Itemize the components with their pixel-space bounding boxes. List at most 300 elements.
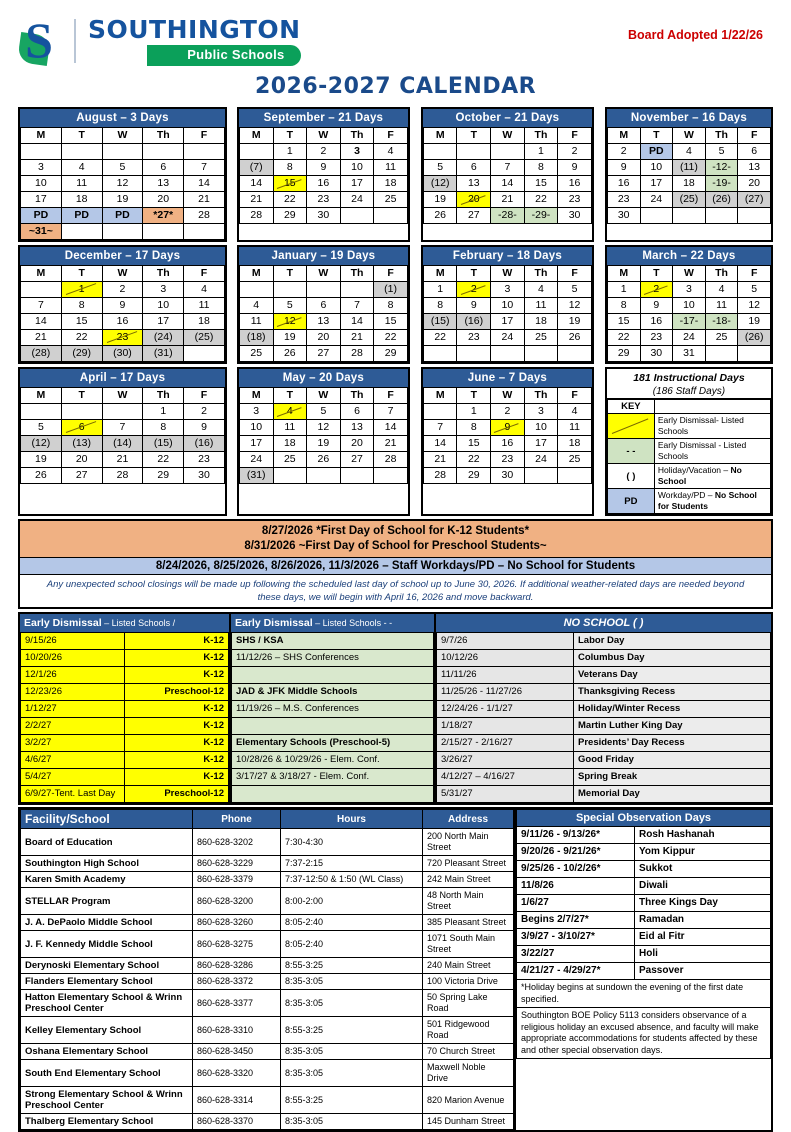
- day-cell[interactable]: [340, 208, 374, 224]
- day-cell[interactable]: 6: [340, 404, 374, 420]
- day-cell[interactable]: [374, 468, 408, 484]
- day-cell[interactable]: 18: [673, 176, 706, 192]
- day-cell[interactable]: 3: [340, 144, 374, 160]
- day-cell[interactable]: 13: [340, 420, 374, 436]
- day-cell[interactable]: -12-: [705, 160, 738, 176]
- day-cell[interactable]: 20: [457, 192, 491, 208]
- day-cell[interactable]: 29: [457, 468, 491, 484]
- day-cell[interactable]: 9: [457, 298, 491, 314]
- day-cell[interactable]: 16: [491, 436, 525, 452]
- day-cell[interactable]: 17: [491, 314, 525, 330]
- day-cell[interactable]: [340, 282, 374, 298]
- day-cell[interactable]: 16: [307, 176, 341, 192]
- day-cell[interactable]: (18): [239, 330, 273, 346]
- dow-cell: M: [239, 266, 273, 282]
- day-cell[interactable]: [21, 282, 62, 298]
- day-cell[interactable]: 27: [340, 452, 374, 468]
- day-cell[interactable]: 30: [607, 208, 640, 224]
- day-cell[interactable]: [273, 282, 307, 298]
- day-cell[interactable]: [307, 468, 341, 484]
- day-cell[interactable]: 14: [239, 176, 273, 192]
- day-cell[interactable]: 29: [374, 346, 408, 362]
- day-cell[interactable]: 4: [558, 404, 592, 420]
- day-cell[interactable]: (30): [102, 346, 143, 362]
- day-cell[interactable]: 20: [340, 436, 374, 452]
- day-cell[interactable]: 12: [558, 298, 592, 314]
- day-cell[interactable]: (14): [102, 436, 143, 452]
- day-cell[interactable]: 28: [102, 468, 143, 484]
- day-cell[interactable]: 11: [239, 314, 273, 330]
- day-cell[interactable]: 15: [457, 436, 491, 452]
- day-cell[interactable]: (26): [738, 330, 771, 346]
- day-cell[interactable]: PD: [102, 208, 143, 224]
- day-cell[interactable]: 19: [738, 314, 771, 330]
- day-cell[interactable]: 6: [143, 160, 184, 176]
- day-cell[interactable]: 15: [374, 314, 408, 330]
- day-cell[interactable]: [640, 208, 673, 224]
- day-cell[interactable]: 3: [143, 282, 184, 298]
- day-cell[interactable]: 30: [640, 346, 673, 362]
- day-cell[interactable]: 6: [457, 160, 491, 176]
- day-cell[interactable]: [738, 208, 771, 224]
- day-cell[interactable]: 26: [21, 468, 62, 484]
- day-cell[interactable]: (26): [705, 192, 738, 208]
- day-cell[interactable]: 1: [457, 404, 491, 420]
- day-cell[interactable]: 7: [184, 160, 225, 176]
- day-cell[interactable]: 22: [273, 192, 307, 208]
- day-cell[interactable]: 24: [340, 192, 374, 208]
- day-cell[interactable]: 25: [558, 452, 592, 468]
- day-cell[interactable]: (1): [374, 282, 408, 298]
- day-cell[interactable]: [61, 144, 102, 160]
- facility-hours: 8:55-3:25: [281, 1087, 423, 1114]
- day-cell[interactable]: 7: [423, 420, 457, 436]
- day-cell[interactable]: 10: [21, 176, 62, 192]
- day-cell[interactable]: [524, 468, 558, 484]
- day-cell[interactable]: 22: [524, 192, 558, 208]
- day-cell[interactable]: (11): [673, 160, 706, 176]
- day-cell[interactable]: 25: [524, 330, 558, 346]
- day-cell[interactable]: 3: [21, 160, 62, 176]
- day-cell[interactable]: 5: [705, 144, 738, 160]
- day-cell[interactable]: 12: [307, 420, 341, 436]
- day-cell[interactable]: [491, 346, 525, 362]
- day-cell[interactable]: 3: [491, 282, 525, 298]
- day-cell[interactable]: 26: [423, 208, 457, 224]
- day-cell[interactable]: 21: [239, 192, 273, 208]
- day-cell[interactable]: 17: [21, 192, 62, 208]
- day-cell[interactable]: 23: [184, 452, 225, 468]
- day-cell[interactable]: 20: [61, 452, 102, 468]
- day-cell[interactable]: 14: [423, 436, 457, 452]
- day-cell[interactable]: 9: [607, 160, 640, 176]
- day-cell[interactable]: (28): [21, 346, 62, 362]
- day-cell[interactable]: 2: [558, 144, 592, 160]
- day-cell[interactable]: 7: [340, 298, 374, 314]
- day-cell[interactable]: 6: [307, 298, 341, 314]
- dow-cell: Th: [143, 266, 184, 282]
- day-cell[interactable]: 12: [738, 298, 771, 314]
- day-cell[interactable]: 25: [374, 192, 408, 208]
- day-cell[interactable]: 10: [673, 298, 706, 314]
- key-description: Early Dismissal - Listed Schools: [654, 439, 770, 464]
- day-cell[interactable]: 13: [738, 160, 771, 176]
- day-cell[interactable]: (15): [423, 314, 457, 330]
- day-cell[interactable]: 2: [307, 144, 341, 160]
- day-cell[interactable]: 1: [607, 282, 640, 298]
- day-cell[interactable]: 15: [607, 314, 640, 330]
- day-cell[interactable]: 26: [307, 452, 341, 468]
- day-cell[interactable]: (24): [143, 330, 184, 346]
- day-cell[interactable]: (15): [143, 436, 184, 452]
- day-cell[interactable]: 2: [457, 282, 491, 298]
- day-cell[interactable]: 28: [423, 468, 457, 484]
- day-cell[interactable]: [423, 346, 457, 362]
- day-cell[interactable]: 1: [423, 282, 457, 298]
- day-cell[interactable]: 28: [239, 208, 273, 224]
- day-cell[interactable]: [457, 346, 491, 362]
- day-cell[interactable]: 7: [491, 160, 525, 176]
- day-cell[interactable]: [102, 224, 143, 240]
- day-cell[interactable]: 4: [239, 298, 273, 314]
- day-cell[interactable]: 17: [524, 436, 558, 452]
- day-cell[interactable]: 27: [457, 208, 491, 224]
- day-cell[interactable]: 14: [184, 176, 225, 192]
- day-cell[interactable]: 17: [143, 314, 184, 330]
- day-cell[interactable]: 29: [273, 208, 307, 224]
- day-cell[interactable]: 25: [273, 452, 307, 468]
- day-cell[interactable]: 16: [607, 176, 640, 192]
- day-cell[interactable]: 22: [607, 330, 640, 346]
- day-cell[interactable]: [239, 144, 273, 160]
- day-cell[interactable]: [21, 404, 62, 420]
- day-cell[interactable]: [374, 208, 408, 224]
- day-cell[interactable]: 20: [307, 330, 341, 346]
- day-cell[interactable]: 3: [239, 404, 273, 420]
- day-cell[interactable]: [558, 468, 592, 484]
- day-cell[interactable]: 14: [374, 420, 408, 436]
- day-cell[interactable]: 24: [491, 330, 525, 346]
- day-cell[interactable]: (12): [21, 436, 62, 452]
- day-cell[interactable]: [705, 346, 738, 362]
- day-cell[interactable]: 6: [61, 420, 102, 436]
- day-cell[interactable]: 2: [102, 282, 143, 298]
- day-cell[interactable]: 17: [239, 436, 273, 452]
- day-cell[interactable]: 19: [423, 192, 457, 208]
- day-cell[interactable]: 8: [524, 160, 558, 176]
- day-cell[interactable]: 9: [184, 420, 225, 436]
- day-cell[interactable]: -29-: [524, 208, 558, 224]
- day-cell[interactable]: 13: [307, 314, 341, 330]
- day-cell[interactable]: 7: [102, 420, 143, 436]
- day-cell[interactable]: 21: [340, 330, 374, 346]
- observation-name: Diwali: [635, 878, 771, 895]
- day-cell[interactable]: [491, 144, 525, 160]
- day-cell[interactable]: -17-: [673, 314, 706, 330]
- day-cell[interactable]: 1: [61, 282, 102, 298]
- day-cell[interactable]: 21: [184, 192, 225, 208]
- day-cell[interactable]: -19-: [705, 176, 738, 192]
- day-cell[interactable]: 11: [184, 298, 225, 314]
- day-cell[interactable]: 20: [738, 176, 771, 192]
- day-cell[interactable]: 8: [607, 298, 640, 314]
- day-cell[interactable]: 31: [673, 346, 706, 362]
- day-cell[interactable]: [184, 224, 225, 240]
- day-cell[interactable]: 4: [273, 404, 307, 420]
- day-cell[interactable]: 16: [102, 314, 143, 330]
- day-cell[interactable]: 18: [61, 192, 102, 208]
- day-cell[interactable]: 9: [102, 298, 143, 314]
- day-cell[interactable]: [143, 144, 184, 160]
- day-cell[interactable]: 21: [423, 452, 457, 468]
- day-cell[interactable]: 22: [61, 330, 102, 346]
- day-cell[interactable]: 23: [102, 330, 143, 346]
- day-cell[interactable]: 8: [374, 298, 408, 314]
- day-cell[interactable]: 10: [340, 160, 374, 176]
- day-cell[interactable]: 8: [143, 420, 184, 436]
- day-cell[interactable]: 11: [705, 298, 738, 314]
- day-cell[interactable]: 5: [738, 282, 771, 298]
- day-cell[interactable]: 24: [640, 192, 673, 208]
- day-cell[interactable]: 30: [184, 468, 225, 484]
- day-cell[interactable]: [61, 404, 102, 420]
- day-cell[interactable]: -18-: [705, 314, 738, 330]
- day-cell[interactable]: 5: [273, 298, 307, 314]
- day-cell[interactable]: 24: [239, 452, 273, 468]
- facility-name: STELLAR Program: [21, 888, 193, 915]
- day-cell[interactable]: 9: [640, 298, 673, 314]
- day-cell[interactable]: 16: [640, 314, 673, 330]
- observation-row: [517, 946, 771, 963]
- day-cell[interactable]: 7: [21, 298, 62, 314]
- day-cell[interactable]: 26: [558, 330, 592, 346]
- day-cell[interactable]: 18: [273, 436, 307, 452]
- month-april: [18, 367, 227, 516]
- day-cell[interactable]: [307, 282, 341, 298]
- day-cell[interactable]: [423, 144, 457, 160]
- day-cell[interactable]: (31): [143, 346, 184, 362]
- day-cell[interactable]: 5: [21, 420, 62, 436]
- day-cell[interactable]: [558, 346, 592, 362]
- day-cell[interactable]: 17: [340, 176, 374, 192]
- day-cell[interactable]: 4: [705, 282, 738, 298]
- day-cell[interactable]: 21: [491, 192, 525, 208]
- day-cell[interactable]: 17: [640, 176, 673, 192]
- day-cell[interactable]: 8: [457, 420, 491, 436]
- day-cell[interactable]: 16: [558, 176, 592, 192]
- day-cell[interactable]: 10: [640, 160, 673, 176]
- day-cell[interactable]: 28: [374, 452, 408, 468]
- day-cell[interactable]: 23: [491, 452, 525, 468]
- day-cell[interactable]: 21: [374, 436, 408, 452]
- day-cell[interactable]: 1: [273, 144, 307, 160]
- day-cell[interactable]: 2: [640, 282, 673, 298]
- day-cell[interactable]: [673, 208, 706, 224]
- day-cell[interactable]: 9: [307, 160, 341, 176]
- day-cell[interactable]: 11: [61, 176, 102, 192]
- day-cell[interactable]: 22: [143, 452, 184, 468]
- dow-cell: M: [21, 388, 62, 404]
- day-cell[interactable]: [21, 144, 62, 160]
- day-cell[interactable]: 29: [143, 468, 184, 484]
- day-cell[interactable]: 18: [524, 314, 558, 330]
- day-cell[interactable]: 2: [607, 144, 640, 160]
- day-cell[interactable]: 8: [273, 160, 307, 176]
- day-cell[interactable]: 11: [374, 160, 408, 176]
- dow-cell: T: [61, 266, 102, 282]
- day-cell[interactable]: 3: [524, 404, 558, 420]
- day-cell[interactable]: [738, 346, 771, 362]
- day-cell[interactable]: (25): [673, 192, 706, 208]
- week-row: [423, 208, 591, 224]
- day-cell[interactable]: 8: [61, 298, 102, 314]
- month-january: [237, 245, 410, 364]
- day-cell[interactable]: [340, 468, 374, 484]
- week-row: [21, 330, 225, 346]
- day-cell[interactable]: (7): [239, 160, 273, 176]
- day-cell[interactable]: 18: [558, 436, 592, 452]
- day-cell[interactable]: 30: [307, 208, 341, 224]
- day-cell[interactable]: 4: [184, 282, 225, 298]
- day-cell[interactable]: 23: [607, 192, 640, 208]
- day-cell[interactable]: [273, 468, 307, 484]
- day-cell[interactable]: 13: [457, 176, 491, 192]
- day-cell[interactable]: PD: [21, 208, 62, 224]
- day-cell[interactable]: 29: [607, 346, 640, 362]
- day-cell[interactable]: 14: [491, 176, 525, 192]
- day-cell[interactable]: (16): [457, 314, 491, 330]
- day-cell[interactable]: 7: [374, 404, 408, 420]
- day-cell[interactable]: 15: [61, 314, 102, 330]
- day-cell[interactable]: 4: [673, 144, 706, 160]
- day-cell[interactable]: [423, 404, 457, 420]
- day-cell[interactable]: [102, 144, 143, 160]
- day-cell[interactable]: (12): [423, 176, 457, 192]
- day-cell[interactable]: [143, 224, 184, 240]
- day-cell[interactable]: 11: [273, 420, 307, 436]
- day-cell[interactable]: (25): [184, 330, 225, 346]
- day-cell[interactable]: 8: [423, 298, 457, 314]
- day-cell[interactable]: *27*: [143, 208, 184, 224]
- day-cell[interactable]: 14: [21, 314, 62, 330]
- day-cell[interactable]: 21: [102, 452, 143, 468]
- day-cell[interactable]: 10: [143, 298, 184, 314]
- dow-cell: W: [673, 128, 706, 144]
- day-cell[interactable]: 4: [374, 144, 408, 160]
- day-cell[interactable]: 18: [184, 314, 225, 330]
- day-cell[interactable]: PD: [640, 144, 673, 160]
- day-cell[interactable]: 25: [705, 330, 738, 346]
- day-cell[interactable]: 3: [673, 282, 706, 298]
- dow-cell: M: [607, 128, 640, 144]
- day-cell[interactable]: 27: [307, 346, 341, 362]
- day-cell[interactable]: 13: [143, 176, 184, 192]
- day-cell[interactable]: 19: [102, 192, 143, 208]
- day-cell[interactable]: 11: [558, 420, 592, 436]
- day-cell[interactable]: 21: [21, 330, 62, 346]
- day-cell[interactable]: 22: [457, 452, 491, 468]
- day-cell[interactable]: [184, 144, 225, 160]
- day-cell[interactable]: [524, 346, 558, 362]
- day-cell[interactable]: 25: [239, 346, 273, 362]
- day-cell[interactable]: [457, 144, 491, 160]
- day-cell[interactable]: 4: [524, 282, 558, 298]
- day-cell[interactable]: 10: [524, 420, 558, 436]
- day-cell[interactable]: [705, 208, 738, 224]
- day-cell[interactable]: 23: [558, 192, 592, 208]
- day-cell[interactable]: 9: [491, 420, 525, 436]
- day-cell[interactable]: 20: [143, 192, 184, 208]
- day-cell[interactable]: 10: [491, 298, 525, 314]
- day-cell[interactable]: 28: [340, 346, 374, 362]
- day-cell[interactable]: 15: [273, 176, 307, 192]
- day-cell[interactable]: [239, 282, 273, 298]
- day-cell[interactable]: 19: [21, 452, 62, 468]
- day-cell[interactable]: 28: [184, 208, 225, 224]
- day-cell[interactable]: 5: [307, 404, 341, 420]
- day-cell[interactable]: 18: [374, 176, 408, 192]
- day-cell[interactable]: (27): [738, 192, 771, 208]
- day-cell[interactable]: 5: [558, 282, 592, 298]
- day-cell[interactable]: 19: [273, 330, 307, 346]
- day-cell[interactable]: 30: [491, 468, 525, 484]
- day-cell[interactable]: 23: [457, 330, 491, 346]
- day-cell[interactable]: 30: [558, 208, 592, 224]
- day-cell[interactable]: 15: [524, 176, 558, 192]
- day-cell[interactable]: [102, 404, 143, 420]
- first-day-k12: 8/27/2026 *First Day of School for K-12 Students*: [261, 525, 530, 537]
- day-cell[interactable]: 26: [273, 346, 307, 362]
- day-cell[interactable]: 2: [184, 404, 225, 420]
- observation-row: [517, 912, 771, 929]
- day-cell[interactable]: 22: [374, 330, 408, 346]
- day-cell[interactable]: 6: [738, 144, 771, 160]
- day-cell[interactable]: 9: [558, 160, 592, 176]
- day-cell[interactable]: 5: [423, 160, 457, 176]
- day-cell[interactable]: (13): [61, 436, 102, 452]
- day-cell[interactable]: 1: [143, 404, 184, 420]
- day-cell[interactable]: 5: [102, 160, 143, 176]
- day-cell[interactable]: 24: [673, 330, 706, 346]
- day-cell[interactable]: 10: [239, 420, 273, 436]
- day-cell[interactable]: 19: [307, 436, 341, 452]
- day-cell[interactable]: 12: [273, 314, 307, 330]
- day-cell[interactable]: 19: [558, 314, 592, 330]
- day-cell[interactable]: 23: [307, 192, 341, 208]
- day-cell[interactable]: 27: [61, 468, 102, 484]
- day-cell[interactable]: 23: [640, 330, 673, 346]
- day-cell[interactable]: (31): [239, 468, 273, 484]
- day-cell[interactable]: 1: [524, 144, 558, 160]
- day-cell[interactable]: 2: [491, 404, 525, 420]
- day-cell[interactable]: PD: [61, 208, 102, 224]
- day-cell[interactable]: 12: [102, 176, 143, 192]
- day-cell[interactable]: 14: [340, 314, 374, 330]
- day-cell[interactable]: 22: [423, 330, 457, 346]
- facility-name: Karen Smith Academy: [21, 872, 193, 888]
- day-cell[interactable]: ~31~: [21, 224, 62, 240]
- day-cell[interactable]: 24: [524, 452, 558, 468]
- day-cell[interactable]: (29): [61, 346, 102, 362]
- day-cell[interactable]: [61, 224, 102, 240]
- dow-cell: W: [102, 266, 143, 282]
- day-cell[interactable]: (16): [184, 436, 225, 452]
- day-cell[interactable]: [184, 346, 225, 362]
- day-cell[interactable]: 4: [61, 160, 102, 176]
- no-school-header: NO SCHOOL ( ): [436, 614, 771, 632]
- day-cell[interactable]: -28-: [491, 208, 525, 224]
- day-cell[interactable]: 11: [524, 298, 558, 314]
